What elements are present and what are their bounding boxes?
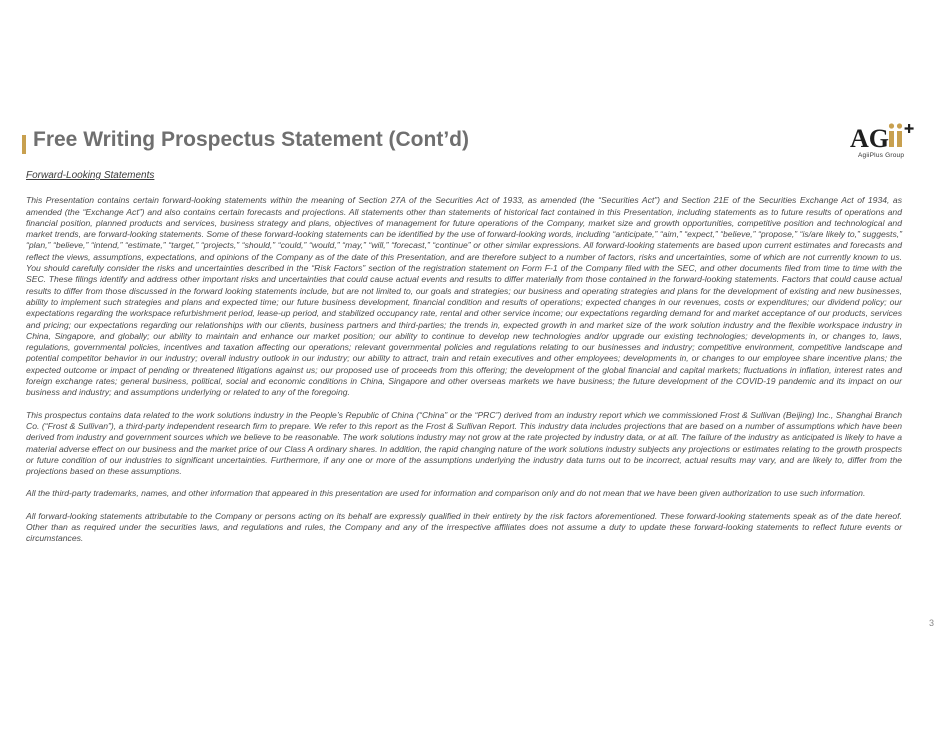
- paragraph-qualification: All forward-looking statements attributable to the Company or persons acting on its behalf are expressly qualified in their entirety by the risk factors aforementioned. These forward-looking statements speak as of the date hereof. Other than as required under the securities laws, and regulations and rules, the Company and any of the irrespective affiliates does not assume a duty to update these forward-looking statements to reflect future events or circumstances.: [26, 510, 902, 544]
- paragraph-trademarks: All the third-party trademarks, names, and other information that appeared in this presentation are used for information and comparison only and do not mean that we have been given authorization to use such information.: [26, 488, 866, 499]
- page-number: 3: [929, 618, 935, 628]
- paragraph-forward-looking: This Presentation contains certain forward-looking statements within the meaning of Section 27A of the Securities Act of 1933, as amended (the “Securities Act”) and Section 21E of the Securities Exchange Act of 1934, as amended (the “Exchange Act”) and also contains certain forecasts and projections. All statements other than statements of historical fact contained in this Presentation, including statements as to future results of operations and financial position, planned products and services, business strategy and plans, objectives of management for future operations of the Company, market size and growth opportunities, competitive position and technological and market trends, are forward-looking statements. Some of these forward-looking statements can be identified by the use of forward-looking words, including “anticipate,” “aim,” “expect,” “believe,” “propose,” “is/are likely to,” suggests,” “plan,” “believe,” “intend,” “estimate,” “target,” “projects,” “should,” “could,” “would,” “may,” “will,” “forecast,” “continue” or other similar expressions. All forward-looking statements are based upon current estimates and forecasts and reflect the views, assumptions, expectations, and opinions of the Company as of the date of this Presentation, and are therefore subject to a number of factors, risks and uncertainties, some of which are not currently known to us. You should carefully consider the risks and uncertainties described in the “Risk Factors” section of the registration statement on Form F-1 of the Company filed with the SEC, and other documents filed from time to time with the SEC. These filings identify and address other important risks and uncertainties that could cause actual events and results to differ materially from those contained in the forward-looking statements. Factors that could cause actual results to differ from those discussed in the forward looking statements include, but are not limited to, our goals and strategies; our business and operating strategies and plans for the development of existing and new businesses, ability to implement such strategies and plans and expected time; our future business development, financial condition and results of operations; expected changes in our revenues, costs or expenditures; our dividend policy; our expectations regarding the workspace refurbishment period, lease-up period, and stabilized occupancy rate, rental and other service income; our expectations regarding demand for and market acceptance of our products, services and pricing; our expectations regarding our relationships with our clients, business partners and third-parties; the trends in, expected growth in and market size of the work solution industry and the flexible workspace industry in China, Singapore, and globally; our ability to maintain and enhance our market position; our ability to continue to develop new technologies and/or upgrade our existing technologies; developments in, or changes to, laws, regulations, governmental policies, incentives and taxation affecting our operations; relevant governmental policies and regulations relating to our businesses and industry; competitive environment, competitive landscape and potential competitor behavior in our industry; overall industry outlook in our industry; our ability to attract, train and retain executives and other employees; developments in, or changes to our employee share incentive plans; the expected outcome or impact of pending or threatened litigations against us; our proposed use of proceeds from this offering; the development of the global financial and capital markets; fluctuations in inflation, interest rates and foreign exchange rates; general business, political, social and economic conditions in China, Singapore and other overseas markets we have business; the future development of the COVID-19 pandemic and its impact on our business and industry; and assumptions underlying or related to any of the foregoing.: [26, 195, 902, 398]
- logo-tagline: AgiiPlus Group: [858, 152, 905, 159]
- title-accent-bar: [22, 135, 26, 154]
- statement-body: [26, 170, 902, 556]
- section-subheading: Forward-Looking Statements: [26, 170, 155, 181]
- paragraph-industry-data: This prospectus contains data related to the work solutions industry in the People’s Republic of China (“China” or the “PRC”) derived from an industry report which we commissioned Frost & Sullivan (Beijing) Inc., Shanghai Branch Co. (“Frost & Sullivan”), a third-party independent research firm to prepare. We refer to this report as the Frost & Sullivan Report. This industry data includes projections that are based on a number of assumptions which have been derived from industry and government sources which we believe to be reasonable. The work solutions industry may not grow at the rate projected by industry data, or at all. The failure of the industry as anticipated is likely to have a material adverse effect on our business and the market price of our Class A ordinary shares. In addition, the rapid changing nature of the work solutions industry subjects any projections or estimates relating to the growth prospects or future condition of our industries to significant uncertainties. Furthermore, if any one or more of the assumptions underlying the industry data turns out to be incorrect, actual results may vary, and are likely to, differ from the projections based on these assumptions.: [26, 409, 902, 477]
- svg-text:AG: AG: [850, 124, 889, 153]
- page-title: Free Writing Prospectus Statement (Cont’d): [33, 128, 469, 151]
